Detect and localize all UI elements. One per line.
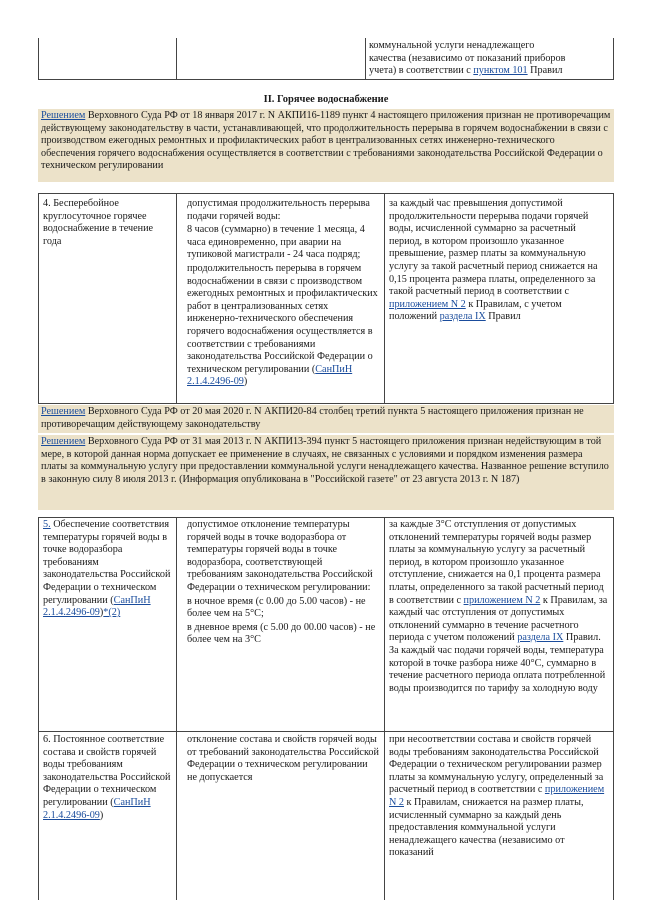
item-5-link[interactable]: 5. <box>43 519 51 530</box>
top-row-line-1: коммунальной услуги ненадлежащего <box>369 40 535 51</box>
row-5-col2-p1: допустимое отклонение температуры горячей воды в точке водоразбора от температуры горячей воды в точке водоразбора, соответствующей требованиям законодательства Российской Федерации о техническом регулировании: <box>187 519 373 593</box>
row-5-col2 <box>184 519 382 648</box>
row-4-col2-p3 <box>187 263 379 389</box>
rows-5-6-divider-1 <box>176 517 177 900</box>
section-ix-link-row4[interactable]: раздела IX <box>439 311 486 323</box>
row-5-col3-tail: Правил. За каждый час подачи горячей воды, температура которой в точке разбора ниже 40°C, суммарно в течение расчетного периода оплата потребленной воды производится по тарифу за холодную воду <box>389 632 606 694</box>
row-6-col3-tail: к Правилам, снижается на размер платы, исчисленный суммарно за каждый день предоставления коммунальной услуги ненадлежащего качества (независимо от показаний <box>389 796 584 859</box>
row-5-col3-text: за каждые 3°C отступления от допустимых отклонений температуры горячей воды размер платы за коммунальную услугу за расчетный период, в котором произошло указанное отступление, снижается на 0,1 процента размера платы, определенного за такой расчетный период в соответствии с <box>389 519 604 606</box>
row-4-divider-1 <box>176 193 177 404</box>
row-4-col3 <box>386 198 612 324</box>
court-decision-note-2 <box>38 405 614 433</box>
top-row-line-2: качества (независимо от показаний приборов <box>369 52 566 64</box>
row-5-col1-tail: ) <box>99 607 104 619</box>
row-4-col2-p3-text: продолжительность перерыва в горячем водоснабжении в связи с производством ежегодных ремонтных и профилактических работ в централизованных сетях инженерно-технического обеспечения горячего водоснабжения осуществляется в соответствии с требованиями законодательства Российской Федерации о техническом регулировании ( <box>187 262 378 375</box>
row-5-col1-text: Обеспечение соответствия температуры горячей воды в точке водоразбора требованиям законодательства Российской Федерации о техническом регулировании ( <box>43 519 171 606</box>
row-6-col2-text: отклонение состава и свойств горячей воды от требований законодательства Российской Федерации о техническом регулировании не допускается <box>187 734 379 783</box>
punkt-101-link[interactable]: пунктом 101 <box>473 65 528 77</box>
row-4-requirement: 4. Бесперебойное круглосуточное горячее водоснабжение в течение года <box>43 198 154 247</box>
row-4-divider-2 <box>384 193 385 404</box>
section-ix-link-row5[interactable]: раздела IX <box>517 632 564 644</box>
row-5-col2-p2: в ночное время (с 0.00 до 5.00 часов) - не более чем на 5°C; <box>187 595 366 620</box>
note3-text: Верховного Суда РФ от 31 мая 2013 г. N АКПИ13-394 пункт 5 настоящего приложения признан недействующим в той мере, в которой данная норма допускает ее применение в случаях, не связанных с условиями и порядком изменения размера платы за коммунальную услугу при предоставлении коммунальной услуги ненадлежащего качества. Названное решение вступило в законную силу 8 июля 2013 г. (Информация опубликована в "Российской газете" от 23 августа 2013 г. N 187) <box>41 436 609 485</box>
row-6-col1 <box>40 734 174 822</box>
decision-link-1[interactable]: Решением <box>41 110 86 121</box>
top-row-line-3-text: учета) в соответствии с <box>369 65 474 77</box>
row-4-col2-p2: 8 часов (суммарно) в течение 1 месяца, 4 часа единовременно, при аварии на тупиковой магистрали - 24 часа подряд; <box>187 224 365 261</box>
row-6-col2 <box>184 734 382 784</box>
row-5-col2-p3: в дневное время (с 5.00 до 00.00 часов) - не более чем на 3°C <box>187 621 376 646</box>
sanpin-link-row5[interactable]: СанПиН 2.1.4.2496-09 <box>43 594 151 619</box>
row-4-col2-tail: ) <box>243 376 248 388</box>
row-6-col3 <box>386 734 612 860</box>
note1-text: Верховного Суда РФ от 18 января 2017 г. N АКПИ16-1189 пункт 4 настоящего приложения признан не противоречащим действующему законодательству в части, устанавливающей, что продолжительность перерыва в горячем водоснабжении в связи с производством ежегодных ремонтных и профилактических работ в централизованных сетях инженерно-технического обеспечения горячего водоснабжения осуществляется в соответствии с требованиями законодательства Российской Федерации о техническом регулировании <box>41 110 611 172</box>
row-5-col3-mid: к Правилам, за каждый час отступления от допустимых отклонений суммарно в течение расчетного периода с учетом положений <box>389 594 608 644</box>
top-row-divider-1 <box>176 38 177 80</box>
row-4-col3-text: за каждый час превышения допустимой продолжительности перерыва подачи горячей воды, исчисленной суммарно за расчетный период, в котором произошло указанное превышение, размер платы за коммунальную услугу за такой расчетный период снижается на 0,15 процента размера платы, определенного за такой расчетный период в соответствии с <box>389 198 598 298</box>
court-decision-note-3 <box>38 435 614 510</box>
section-title: II. Горячее водоснабжение <box>263 94 389 105</box>
footnote-2-link[interactable]: *(2) <box>103 607 121 619</box>
decision-link-3[interactable]: Решением <box>41 436 86 447</box>
top-row-line-3 <box>369 65 611 78</box>
row-6-col1-tail: ) <box>99 809 104 821</box>
top-row-tail: Правил <box>527 65 563 77</box>
row-5-col1 <box>40 519 174 620</box>
appendix-2-link-row4[interactable]: приложением N 2 <box>389 298 466 310</box>
row-5-6-separator <box>38 731 614 732</box>
row-4-col3-tail: Правил <box>485 311 521 323</box>
appendix-2-link-row6[interactable]: приложением N 2 <box>389 784 605 808</box>
rows-5-6-divider-2 <box>384 517 385 900</box>
row-4-col2 <box>184 198 382 390</box>
row-4-col3-mid: к Правилам, с учетом положений <box>389 298 562 323</box>
row-5-col3 <box>386 519 612 695</box>
row-6-col3-text: при несоответствии состава и свойств горячей воды требованиям законодательства Российской Федерации о техническом регулировании размер платы за коммунальную услугу, определенный за расчетный период в соответствии с <box>389 734 604 796</box>
top-row-col3 <box>366 40 614 78</box>
court-decision-note-1 <box>38 109 614 182</box>
row-4-col1 <box>40 198 174 248</box>
sanpin-link-row6[interactable]: СанПиН 2.1.4.2496-09 <box>43 796 151 821</box>
row-4-col2-p1: допустимая продолжительность перерыва подачи горячей воды: <box>187 198 370 222</box>
sanpin-link-row4[interactable]: СанПиН 2.1.4.2496-09 <box>187 363 353 388</box>
row-6-col1-text: 6. Постоянное соответствие состава и свойств горячей воды требованиям законодательства Российской Федерации о техническом регулировании ( <box>43 734 171 808</box>
appendix-2-link-row5[interactable]: приложением N 2 <box>463 594 541 606</box>
note2-text: Верховного Суда РФ от 20 мая 2020 г. N АКПИ20-84 столбец третий пункта 5 настоящего приложения признан не противоречащим действующему законодательству <box>41 406 584 430</box>
decision-link-2[interactable]: Решением <box>41 406 86 417</box>
